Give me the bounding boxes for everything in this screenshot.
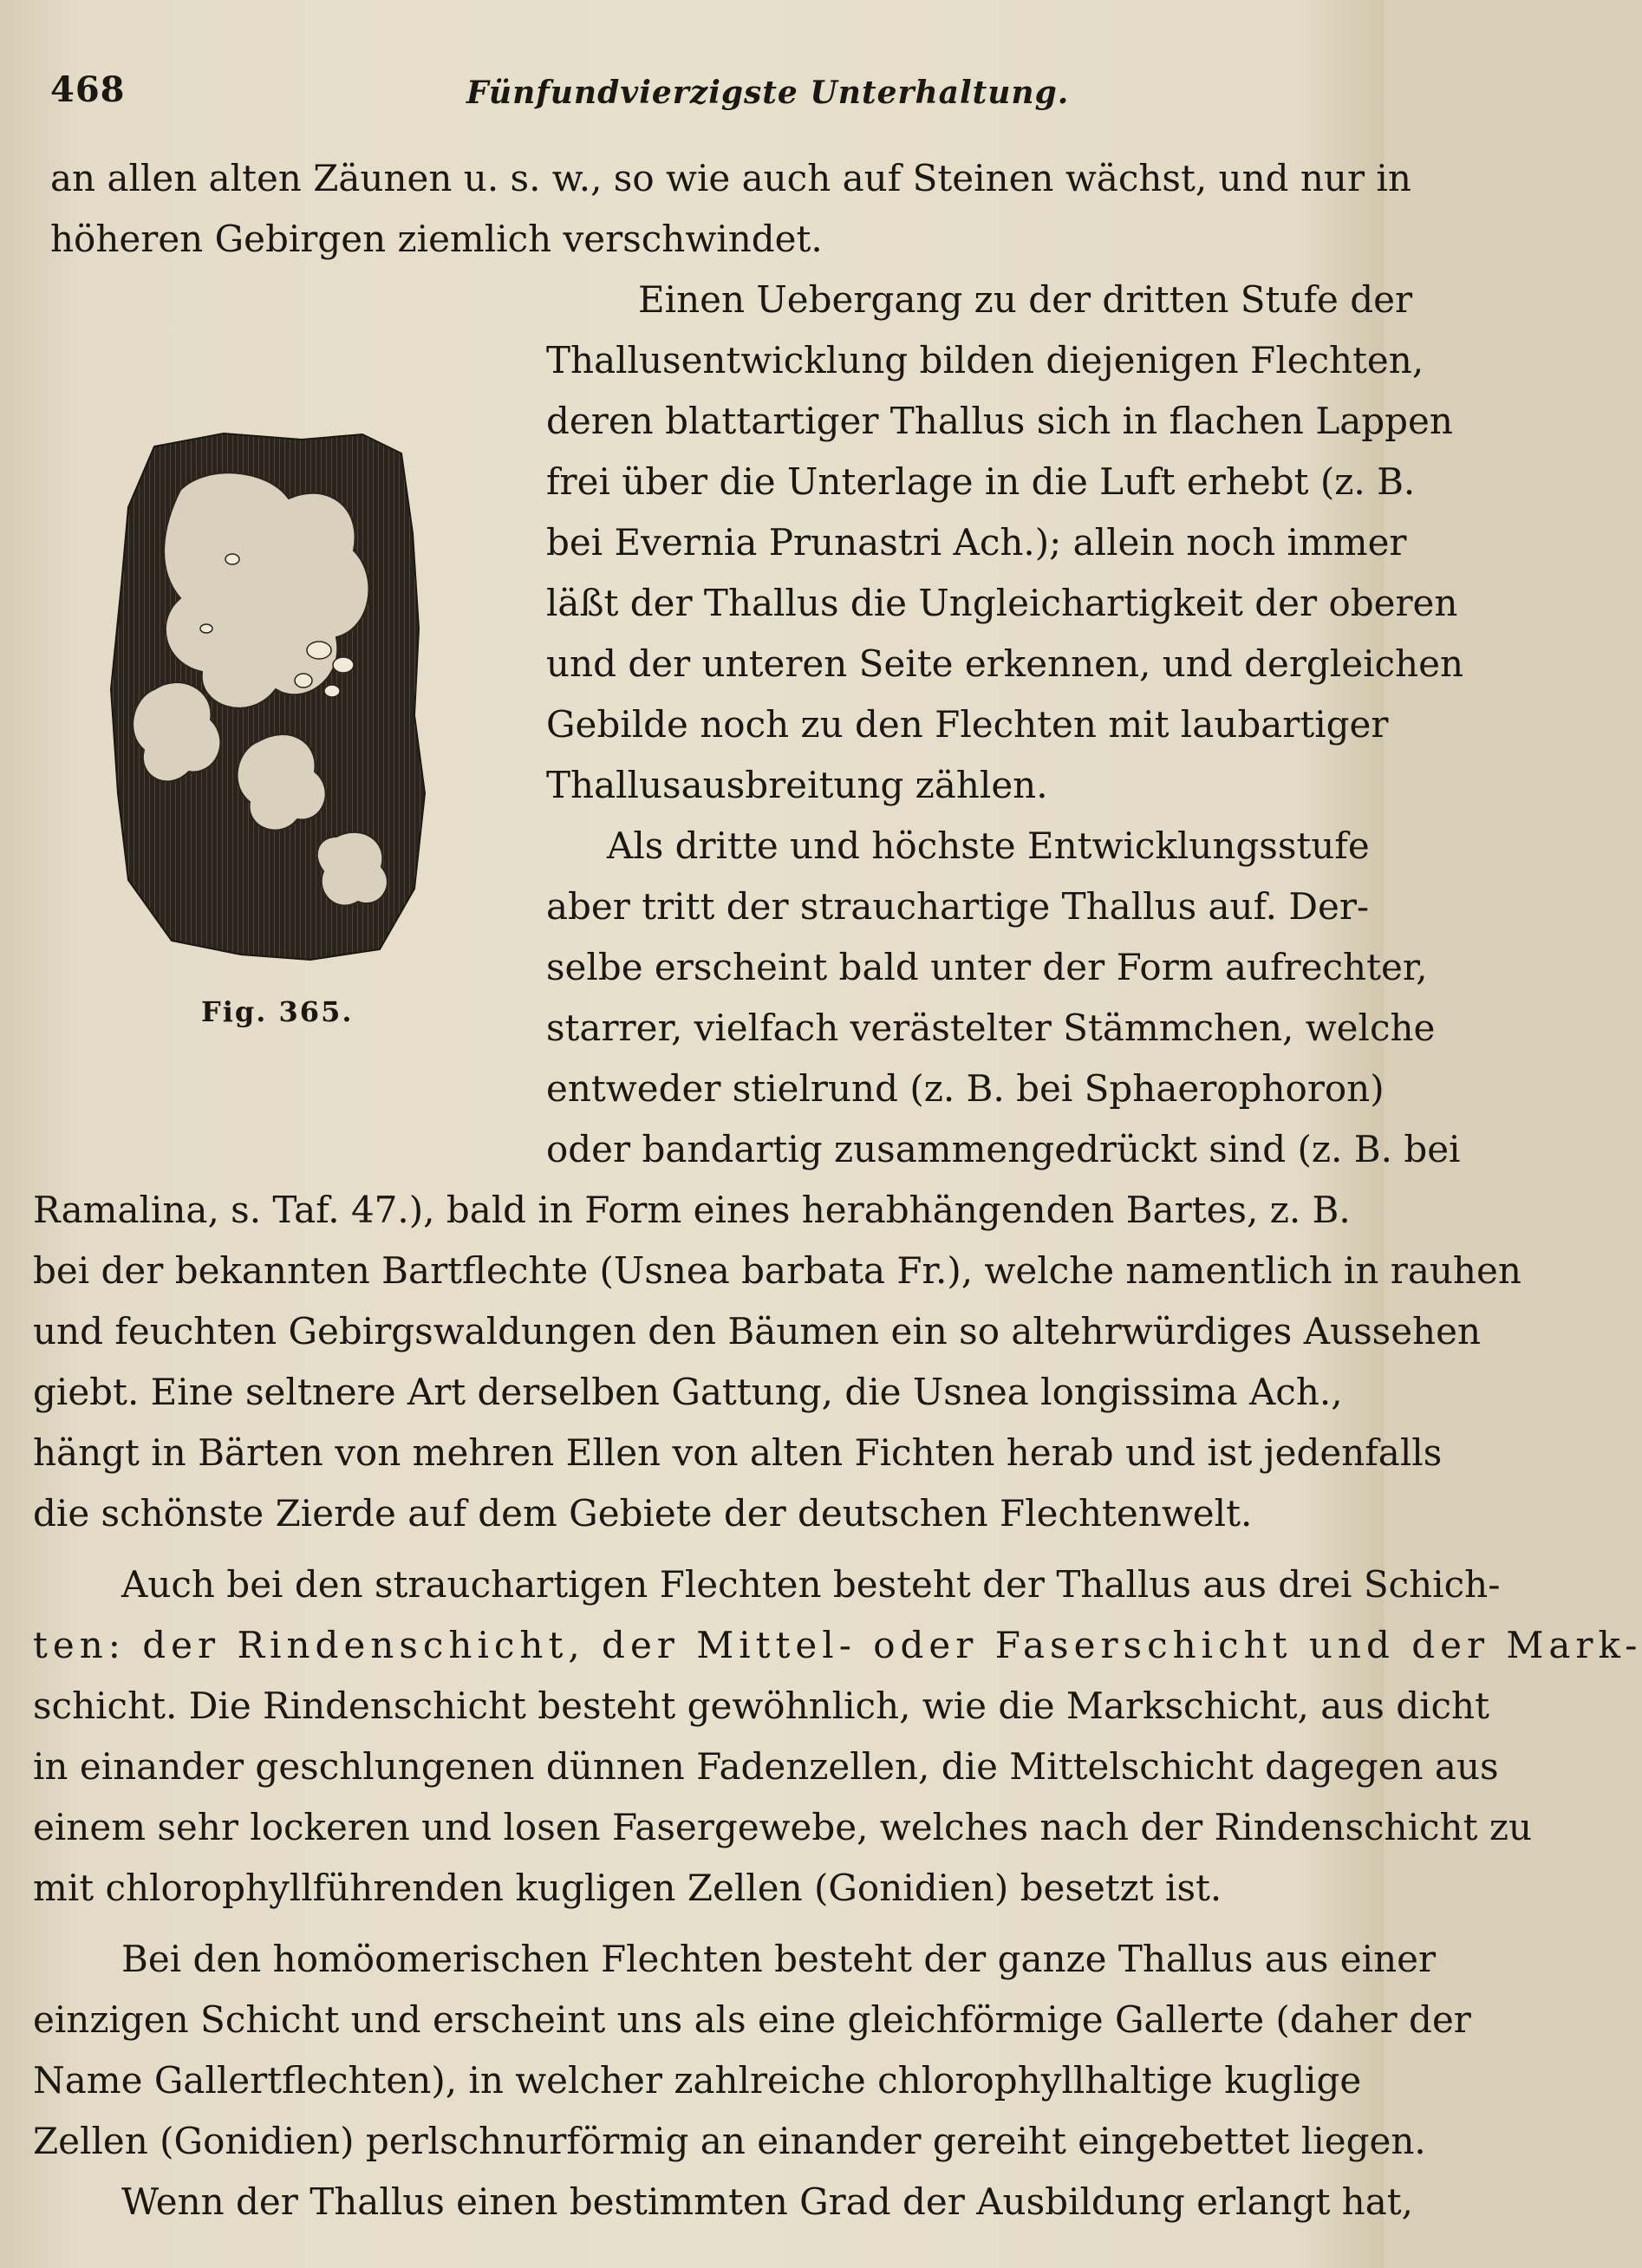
- text-line: an allen alten Zäunen u. s. w., so wie auch auf Steinen wächst, und nur in: [50, 157, 1411, 199]
- text-line: Als dritte und höchste Entwicklungsstufe: [607, 824, 1370, 867]
- text-line: und feuchten Gebirgswaldungen den Bäumen ein so altehrwürdiges Aussehen: [33, 1310, 1482, 1352]
- text-line: schicht. Die Rindenschicht besteht gewöhnlich, wie die Markschicht, aus dicht: [33, 1685, 1489, 1727]
- text-line: selbe erscheint bald unter der Form aufrechter,: [546, 946, 1428, 988]
- text-line: deren blattartiger Thallus sich in flachen Lappen: [546, 400, 1453, 442]
- text-line: Ramalina, s. Taf. 47.), bald in Form eines herabhängenden Bartes, z. B.: [33, 1189, 1351, 1231]
- text-line: läßt der Thallus die Ungleichartigkeit der oberen: [546, 582, 1458, 624]
- text-line: ten: der Rindenschicht, der Mittel- oder Faserschicht und der Mark-: [33, 1624, 1642, 1666]
- text-line: Auch bei den strauchartigen Flechten besteht der Thallus aus drei Schich-: [121, 1563, 1501, 1606]
- lichen-bark-illustration: [102, 429, 440, 967]
- text-line: Einen Uebergang zu der dritten Stufe der: [638, 278, 1413, 321]
- text-line: Thallusentwicklung bilden diejenigen Flechten,: [546, 339, 1424, 381]
- text-line: oder bandartig zusammengedrückt sind (z. B. bei: [546, 1128, 1461, 1170]
- text-line: entweder stielrund (z. B. bei Sphaerophoron): [546, 1067, 1385, 1110]
- figure-caption: Fig. 365.: [201, 995, 354, 1028]
- running-head: Fünfundvierzigste Unterhaltung.: [466, 75, 1070, 111]
- text-line: Name Gallertflechten), in welcher zahlreiche chlorophyllhaltige kuglige: [33, 2059, 1362, 2102]
- text-line: Bei den homöomerischen Flechten besteht der ganze Thallus aus einer: [121, 1938, 1437, 1980]
- text-line: bei Evernia Prunastri Ach.); allein noch immer: [546, 521, 1407, 564]
- text-line: höheren Gebirgen ziemlich verschwindet.: [50, 218, 823, 260]
- text-line: Zellen (Gonidien) perlschnurförmig an einander gereiht eingebettet liegen.: [33, 2120, 1426, 2162]
- page-header: [50, 69, 1333, 121]
- text-line: frei über die Unterlage in die Luft erhebt (z. B.: [546, 460, 1416, 503]
- page-number: 468: [50, 69, 126, 110]
- text-line: giebt. Eine seltnere Art derselben Gattung, die Usnea longissima Ach.,: [33, 1371, 1343, 1413]
- text-line: Thallusausbreitung zählen.: [546, 764, 1048, 806]
- text-line: starrer, vielfach verästelter Stämmchen, welche: [546, 1007, 1436, 1049]
- text-line: die schönste Zierde auf dem Gebiete der deutschen Flechtenwelt.: [33, 1492, 1253, 1535]
- text-line: hängt in Bärten von mehren Ellen von alten Fichten herab und ist jedenfalls: [33, 1431, 1443, 1474]
- text-line: aber tritt der strauchartige Thallus auf. Der-: [546, 885, 1370, 928]
- text-line: einem sehr lockeren und losen Fasergewebe, welches nach der Rindenschicht zu: [33, 1806, 1532, 1848]
- text-line: und der unteren Seite erkennen, und dergleichen: [546, 642, 1463, 685]
- text-line: einzigen Schicht und erscheint uns als eine gleichförmige Gallerte (daher der: [33, 1998, 1471, 2041]
- text-line: mit chlorophyllführenden kugligen Zellen (Gonidien) besetzt ist.: [33, 1867, 1222, 1909]
- text-line: Wenn der Thallus einen bestimmten Grad der Ausbildung erlangt hat,: [121, 2180, 1413, 2223]
- text-line: in einander geschlungenen dünnen Fadenzellen, die Mittelschicht dagegen aus: [33, 1745, 1499, 1788]
- lichen-engraving-svg: [102, 429, 440, 967]
- text-line: Gebilde noch zu den Flechten mit laubartiger: [546, 703, 1389, 746]
- text-line: bei der bekannten Bartflechte (Usnea barbata Fr.), welche namentlich in rauhen: [33, 1249, 1521, 1292]
